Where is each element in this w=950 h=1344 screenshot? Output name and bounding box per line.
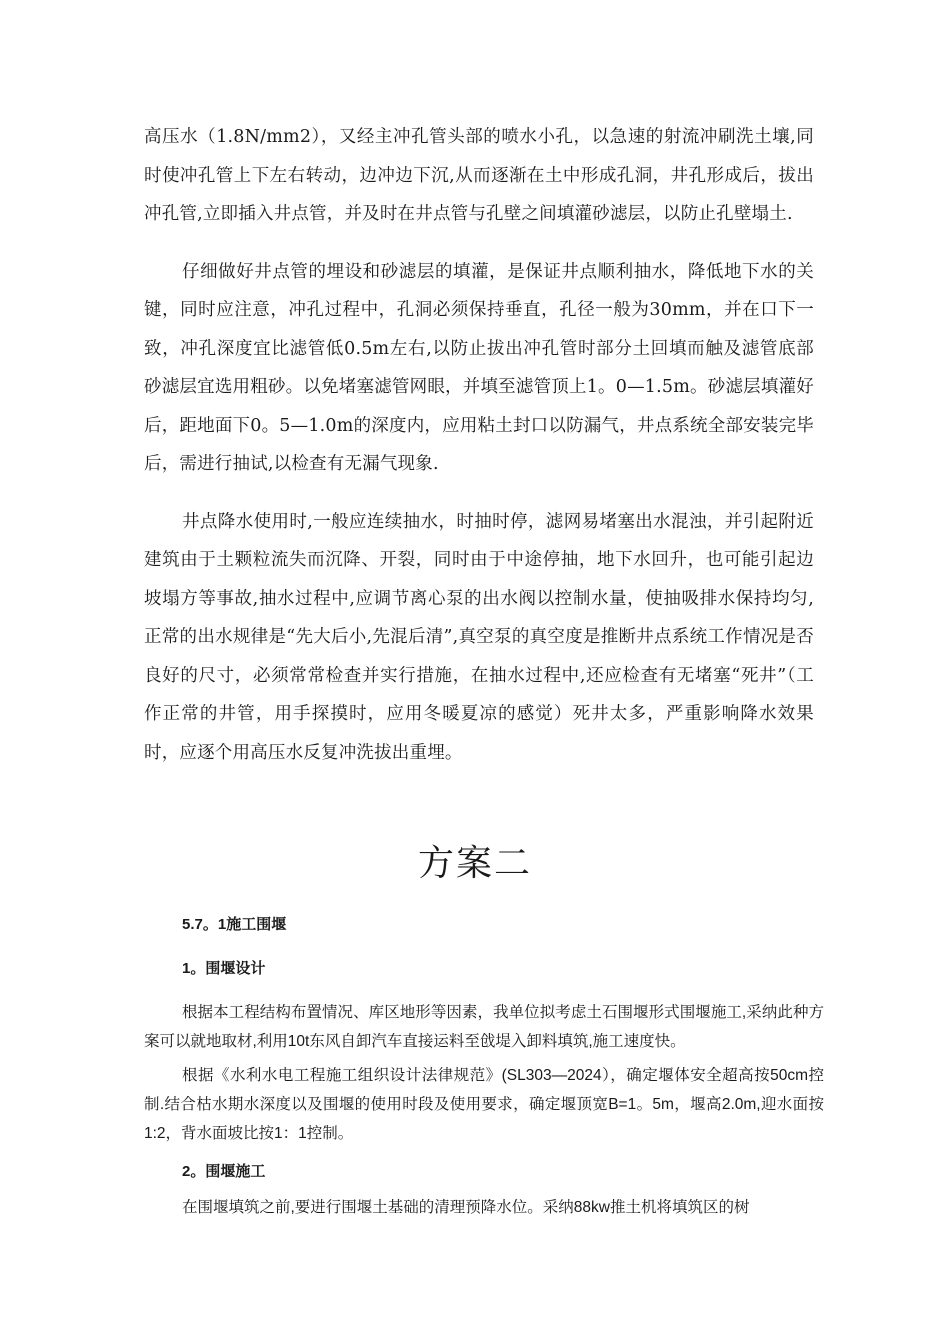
section-heading-cofferdam: 5.7。1施工围堰 (182, 916, 287, 933)
paragraph-dewatering-operation: 井点降水使用时,一般应连续抽水，时抽时停，滤网易堵塞出水混浊，并引起附近建筑由于土颗粒流失而沉降、开裂，同时由于中途停抽，地下水回升，也可能引起边坡塌方等事故,抽水过程中,应调节离心泵的出水阀以控制水量，使抽吸排水保持均匀,正常的出水规律是“先大后小,先混后清”,真空泵的真空度是推断井点系统工作情况是否良好的尺寸，必须常常检查并实行措施，在抽水过程中,还应检查有无堵塞“死井”（工作正常的井管，用手探摸时，应用冬暖夏凉的感觉）死井太多，严重影响降水效果时，应逐个用高压水反复冲洗拔出重埋。 (144, 511, 814, 763)
paragraph-cofferdam-dimensions: 根据《水利水电工程施工组织设计法律规范》(SL303—2024），确定堰体安全超高按50cm控制.结合枯水期水深度以及围堰的使用时段及使用要求，确定堰顶宽B=1。5m，堰高2.0m,迎水面按1:2，背水面坡比按1：1控制。 (144, 1067, 824, 1142)
wellpoint-text-section (144, 118, 814, 791)
paragraph-cofferdam-type: 根据本工程结构布置情况、库区地形等因素，我单位拟考虑土石围堰形式围堰施工,采纳此种方案可以就地取材,利用10t东风自卸汽车直接运料至戗堤入卸料填筑,施工速度快。 (144, 1004, 824, 1050)
plan-two-heading: 方案二 (417, 843, 532, 884)
subheading-cofferdam-construction: 2。围堰施工 (182, 1163, 266, 1180)
paragraph-wellpoint-installation: 仔细做好井点管的埋设和砂滤层的填灌，是保证井点顺利抽水，降低地下水的关键，同时应注意，冲孔过程中，孔洞必须保持垂直，孔径一般为30mm，并在口下一致，冲孔深度宜比滤管低0.5m左右,以防止拔出冲孔管时部分土回填而触及滤管底部砂滤层宜选用粗砂。以免堵塞滤管网眼，并填至滤管顶上1。0—1.5m。砂滤层填灌好后，距地面下0。5—1.0m的深度内，应用粘土封口以防漏气，井点系统全部安装完毕后，需进行抽试,以检查有无漏气现象. (144, 261, 814, 474)
cofferdam-section (144, 910, 824, 1227)
subheading-cofferdam-design: 1。围堰设计 (182, 960, 266, 977)
paragraph-jetting-process: 高压水（1.8N/mm2），又经主冲孔管头部的喷水小孔，以急速的射流冲刷洗土壤,同时使冲孔管上下左右转动，边冲边下沉,从而逐渐在土中形成孔洞，井孔形成后，拔出冲孔管,立即插入井点管，并及时在井点管与孔壁之间填灌砂滤层，以防止孔壁塌土. (144, 127, 814, 224)
paragraph-cofferdam-construction: 在围堰填筑之前,要进行围堰土基础的清理预降水位。采纳88kw推土机将填筑区的树 (182, 1199, 750, 1216)
